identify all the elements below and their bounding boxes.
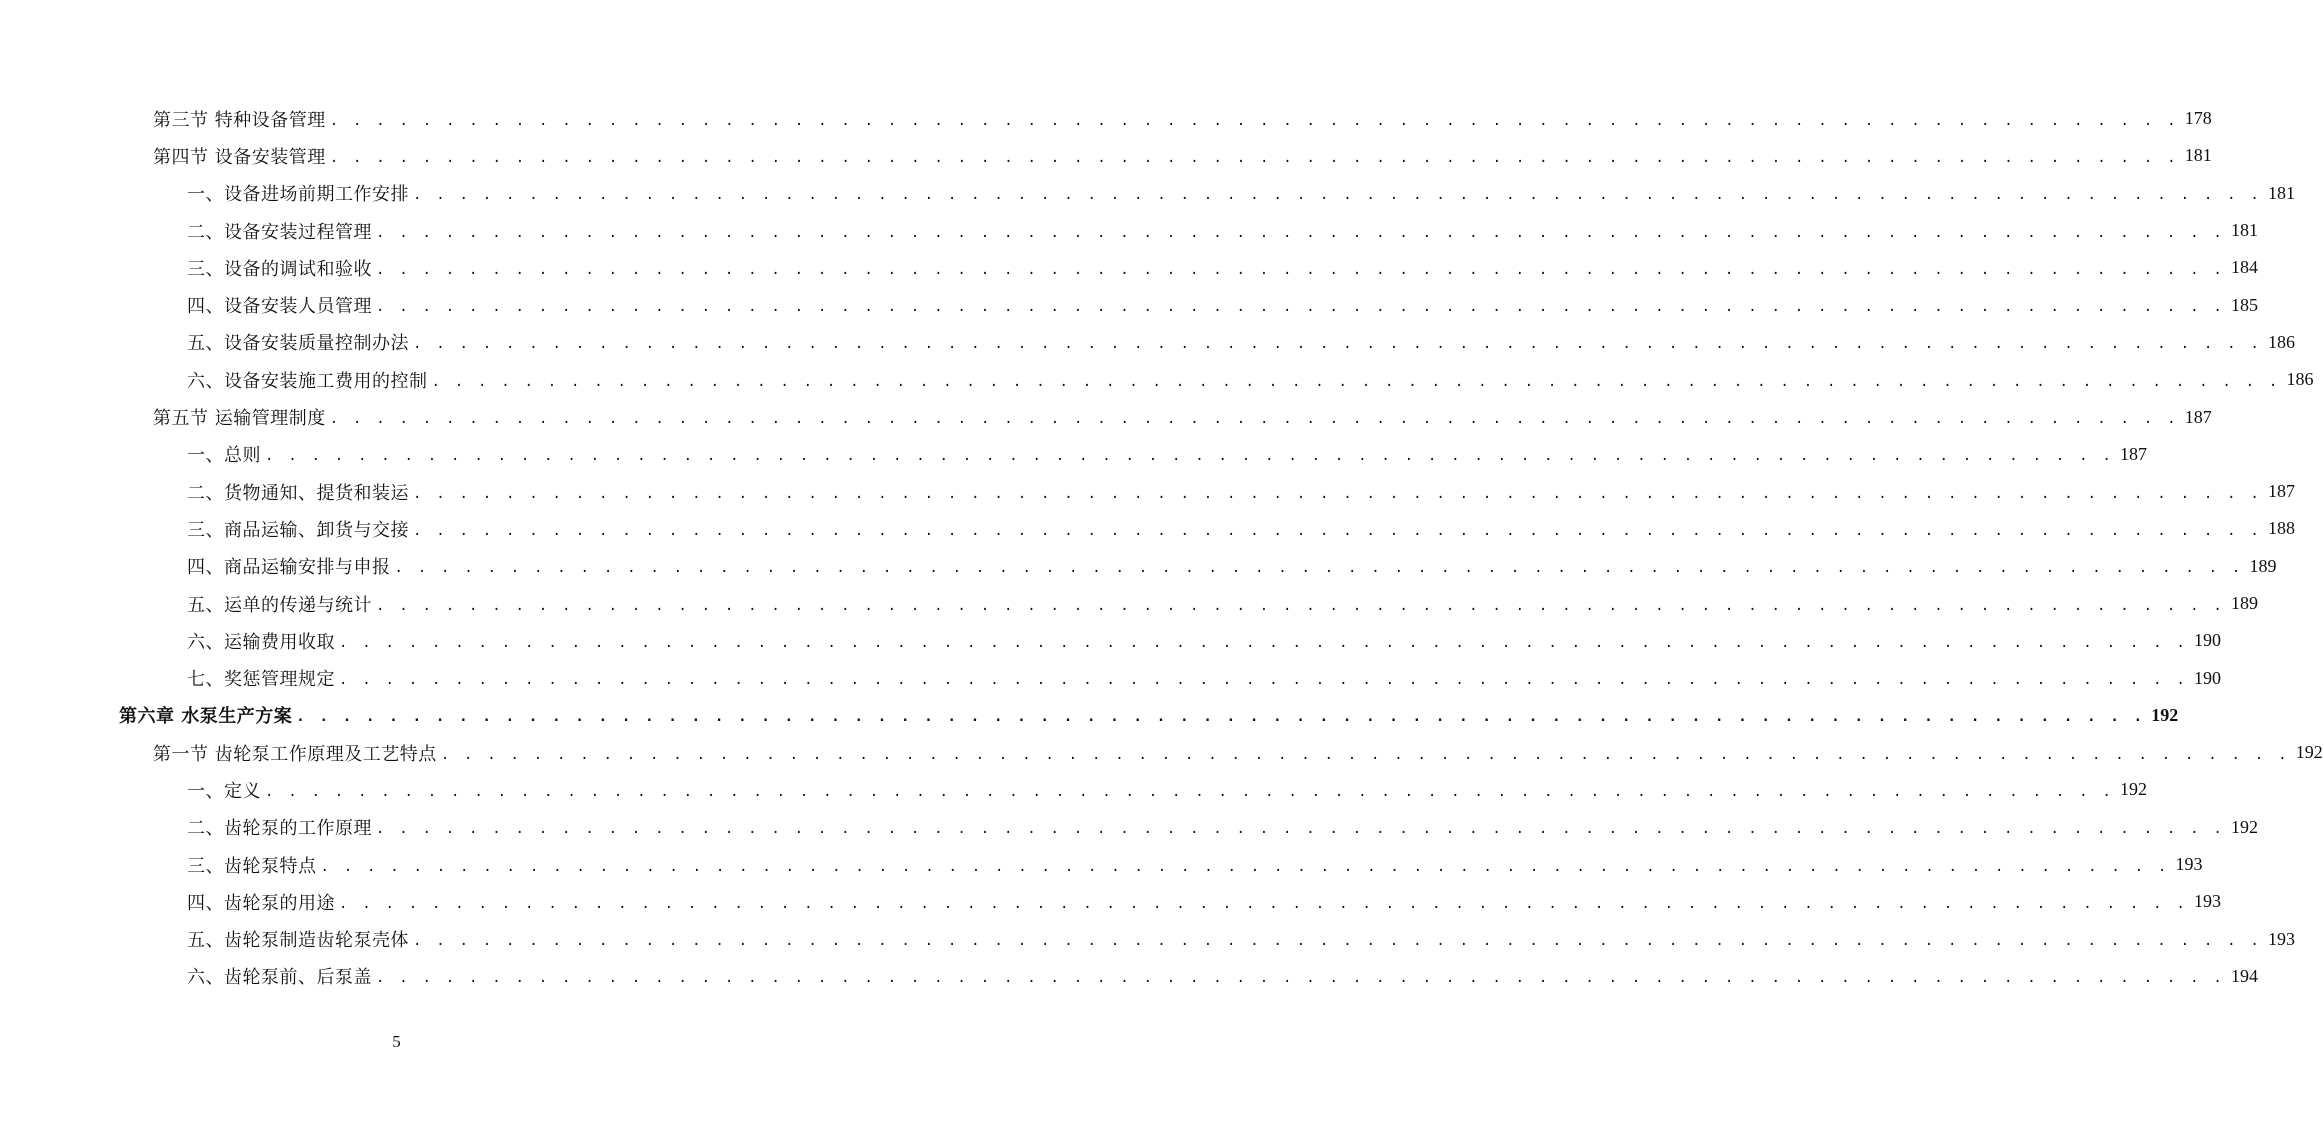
toc-dot-leader: . . . . . . . . . . . . . . . . . . . . . . . . . . . . . . . . . . . . . . . . . . . . . . . . . . . . . . . . . . . . . . . . . . . . . . . . . . . . . . . . (440, 746, 2290, 763)
toc-dot-leader: . . . . . . . . . . . . . . . . . . . . . . . . . . . . . . . . . . . . . . . . . . . . . . . . . . . . . . . . . . . . . . . . . . . . . . . . . . . . . . . . (329, 149, 2179, 166)
toc-dot-leader: . . . . . . . . . . . . . . . . . . . . . . . . . . . . . . . . . . . . . . . . . . . . . . . . . . . . . . . . . . . . . . . . . . . . . . . . . . . . . . . . (329, 411, 2179, 428)
toc-entry-title: 五、设备安装质量控制办法 (187, 333, 409, 355)
toc-entry-title: 一、定义 (187, 780, 261, 802)
toc-subsection-entry[interactable] (0, 249, 2258, 286)
toc-entry-page: 178 (2184, 108, 2212, 129)
toc-entry-page: 186 (2286, 369, 2314, 390)
toc-subsection-entry[interactable] (0, 175, 2295, 212)
toc-entry-title: 六、运输费用收取 (187, 631, 335, 653)
toc-entry-title: 三、齿轮泵特点 (187, 855, 317, 877)
toc-entry-title: 四、齿轮泵的用途 (187, 892, 335, 914)
toc-dot-leader: . . . . . . . . . . . . . . . . . . . . . . . . . . . . . . . . . . . . . . . . . . . . . . . . . . . . . . . . . . . . . . . . . . . . . . . . . . . . . . . . (413, 522, 2262, 539)
toc-subsection-entry[interactable] (0, 921, 2295, 958)
toc-subsection-entry[interactable] (0, 324, 2295, 361)
toc-subsection-entry[interactable] (0, 361, 2314, 398)
toc-subsection-entry[interactable] (0, 548, 2277, 585)
toc-entry-page: 181 (2184, 145, 2212, 166)
toc-entry-page: 192 (2119, 779, 2147, 800)
toc-subsection-entry[interactable] (0, 809, 2258, 846)
toc-section-entry[interactable] (0, 100, 2212, 137)
toc-dot-leader: . . . . . . . . . . . . . . . . . . . . . . . . . . . . . . . . . . . . . . . . . . . . . . . . . . . . . . . . . . . . . . . . . . . . . . . . . . . . . . . . (339, 634, 2188, 651)
toc-dot-leader: . . . . . . . . . . . . . . . . . . . . . . . . . . . . . . . . . . . . . . . . . . . . . . . . . . . . . . . . . . . . . . . . . . . . . . . . . . . . . . . . (413, 187, 2262, 204)
toc-subsection-entry[interactable] (0, 585, 2258, 622)
toc-entry-page: 193 (2193, 891, 2221, 912)
toc-entry-page: 190 (2193, 667, 2221, 688)
toc-subsection-entry[interactable] (0, 212, 2258, 249)
toc-subsection-entry[interactable] (0, 286, 2258, 323)
toc-dot-leader: . . . . . . . . . . . . . . . . . . . . . . . . . . . . . . . . . . . . . . . . . . . . . . . . . . . . . . . . . . . . . . . . . . . . . . . . . . . . . . . . (431, 373, 2281, 390)
page-number: 5 (392, 1032, 401, 1051)
toc-entry-title: 三、商品运输、卸货与交接 (187, 519, 409, 541)
toc-entry-page: 189 (2230, 593, 2258, 613)
toc-dot-leader: . . . . . . . . . . . . . . . . . . . . . . . . . . . . . . . . . . . . . . . . . . . . . . . . . . . . . . . . . . . . . . . . . . . . . . . . . . . . . . . . (265, 783, 2114, 800)
toc-entry-title: 一、总则 (187, 445, 261, 467)
toc-dot-leader: . . . . . . . . . . . . . . . . . . . . . . . . . . . . . . . . . . . . . . . . . . . . . . . . . . . . . . . . . . . . . . . . . . . . . . . . . . . . . . . . (376, 597, 2225, 614)
toc-entry-page: 181 (2267, 182, 2295, 203)
toc-subsection-entry[interactable] (0, 622, 2221, 659)
toc-section-entry[interactable] (0, 734, 2323, 771)
toc-section-entry[interactable] (0, 398, 2212, 435)
toc-entry-page: 193 (2175, 854, 2203, 875)
toc-dot-leader: . . . . . . . . . . . . . . . . . . . . . . . . . . . . . . . . . . . . . . . . . . . . . . . . . . . . . . . . . . . . . . . . . . . . . . . . . . . . . . . . (329, 112, 2179, 129)
toc-dot-leader: . . . . . . . . . . . . . . . . . . . . . . . . . . . . . . . . . . . . . . . . . . . . . . . . . . . . . . . . . . . . . . . . . . . . . . . . . . . . . . . . (413, 336, 2262, 353)
toc-dot-leader: . . . . . . . . . . . . . . . . . . . . . . . . . . . . . . . . . . . . . . . . . . . . . . . . . . . . . . . . . . . . . . . . . . . . . . . . . . . . . . . . (413, 485, 2262, 502)
toc-entry-title: 一、设备进场前期工作安排 (187, 184, 409, 206)
toc-entry-title: 第六章 水泵生产方案 (119, 706, 293, 728)
toc-section-entry[interactable] (0, 137, 2212, 174)
toc-subsection-entry[interactable] (0, 883, 2221, 920)
toc-entry-page: 192 (2295, 742, 2323, 763)
toc-entry-title: 五、运单的传递与统计 (187, 594, 372, 616)
toc-entry-page: 192 (2151, 704, 2179, 725)
toc-dot-leader: . . . . . . . . . . . . . . . . . . . . . . . . . . . . . . . . . . . . . . . . . . . . . . . . . . . . . . . . . . . . . . . . . . . . . . . . . . . . . . . . (339, 672, 2188, 689)
toc-dot-leader: . . . . . . . . . . . . . . . . . . . . . . . . . . . . . . . . . . . . . . . . . . . . . . . . . . . . . . . . . . . . . . . . . . . . . . . . . . . . . . . . (376, 821, 2225, 838)
toc-entry-title: 二、货物通知、提货和装运 (187, 482, 409, 504)
toc-dot-leader: . . . . . . . . . . . . . . . . . . . . . . . . . . . . . . . . . . . . . . . . . . . . . . . . . . . . . . . . . . . . . . . . . . . . . . . . . . . . . . . . (265, 448, 2114, 465)
toc-dot-leader: . . . . . . . . . . . . . . . . . . . . . . . . . . . . . . . . . . . . . . . . . . . . . . . . . . . . . . . . . . . . . . . . . . . . . . . . . . . . . . . . (376, 224, 2225, 241)
toc-entry-title: 五、齿轮泵制造齿轮泵壳体 (187, 930, 409, 952)
toc-entry-title: 二、设备安装过程管理 (187, 221, 372, 243)
toc-dot-leader: . . . . . . . . . . . . . . . . . . . . . . . . . . . . . . . . . . . . . . . . . . . . . . . . . . . . . . . . . . . . . . . . . . . . . . . . . . . . . . . . (376, 261, 2225, 278)
toc-entry-title: 六、设备安装施工费用的控制 (187, 370, 428, 392)
toc-subsection-entry[interactable] (0, 659, 2221, 696)
toc-entry-page: 187 (2184, 406, 2212, 427)
toc-entry-title: 六、齿轮泵前、后泵盖 (187, 967, 372, 989)
table-of-contents (0, 100, 2323, 995)
toc-subsection-entry[interactable] (0, 510, 2295, 547)
toc-entry-title: 四、商品运输安排与申报 (187, 557, 391, 579)
toc-dot-leader: . . . . . . . . . . . . . . . . . . . . . . . . . . . . . . . . . . . . . . . . . . . . . . . . . . . . . . . . . . . . . . . . . . . . . . . . . . . . . . . . (394, 560, 2244, 577)
toc-dot-leader: . . . . . . . . . . . . . . . . . . . . . . . . . . . . . . . . . . . . . . . . . . . . . . . . . . . . . . . . . . . . . . . . . . . . . . . . . . . . . . . . (376, 299, 2225, 316)
toc-dot-leader: . . . . . . . . . . . . . . . . . . . . . . . . . . . . . . . . . . . . . . . . . . . . . . . . . . . . . . . . . . . . . . . . . . . . . . . . . . . . . . . . (339, 895, 2188, 912)
toc-entry-page: 181 (2230, 220, 2258, 241)
toc-dot-leader: . . . . . . . . . . . . . . . . . . . . . . . . . . . . . . . . . . . . . . . . . . . . . . . . . . . . . . . . . . . . . . . . . . . . . . . . . . . . . . . . (296, 709, 2146, 726)
toc-subsection-entry[interactable] (0, 473, 2295, 510)
toc-entry-title: 二、齿轮泵的工作原理 (187, 818, 372, 840)
toc-entry-page: 187 (2119, 443, 2147, 464)
toc-entry-page: 192 (2230, 816, 2258, 837)
toc-entry-page: 186 (2267, 331, 2295, 352)
toc-entry-page: 193 (2267, 928, 2295, 949)
toc-entry-page: 189 (2249, 555, 2277, 576)
toc-entry-page: 187 (2267, 481, 2295, 502)
toc-entry-title: 三、设备的调试和验收 (187, 258, 372, 280)
toc-entry-page: 184 (2230, 257, 2258, 278)
toc-chapter-entry[interactable] (0, 697, 2179, 734)
toc-entry-title: 四、设备安装人员管理 (187, 296, 372, 318)
toc-entry-title: 七、奖惩管理规定 (187, 669, 335, 691)
toc-entry-title: 第五节 运输管理制度 (153, 408, 326, 430)
toc-dot-leader: . . . . . . . . . . . . . . . . . . . . . . . . . . . . . . . . . . . . . . . . . . . . . . . . . . . . . . . . . . . . . . . . . . . . . . . . . . . . . . . . (320, 858, 2170, 875)
toc-dot-leader: . . . . . . . . . . . . . . . . . . . . . . . . . . . . . . . . . . . . . . . . . . . . . . . . . . . . . . . . . . . . . . . . . . . . . . . . . . . . . . . . (413, 933, 2262, 950)
toc-entry-page: 188 (2267, 518, 2295, 539)
toc-entry-title: 第四节 设备安装管理 (153, 146, 326, 168)
toc-dot-leader: . . . . . . . . . . . . . . . . . . . . . . . . . . . . . . . . . . . . . . . . . . . . . . . . . . . . . . . . . . . . . . . . . . . . . . . . . . . . . . . . (376, 970, 2225, 987)
toc-subsection-entry[interactable] (0, 436, 2147, 473)
toc-entry-page: 190 (2193, 630, 2221, 651)
toc-subsection-entry[interactable] (0, 846, 2203, 883)
toc-entry-page: 194 (2230, 965, 2258, 986)
toc-entry-title: 第三节 特种设备管理 (153, 109, 326, 131)
toc-subsection-entry[interactable] (0, 771, 2147, 808)
toc-entry-page: 185 (2230, 294, 2258, 315)
toc-entry-title: 第一节 齿轮泵工作原理及工艺特点 (153, 743, 437, 765)
toc-subsection-entry[interactable] (0, 958, 2258, 995)
